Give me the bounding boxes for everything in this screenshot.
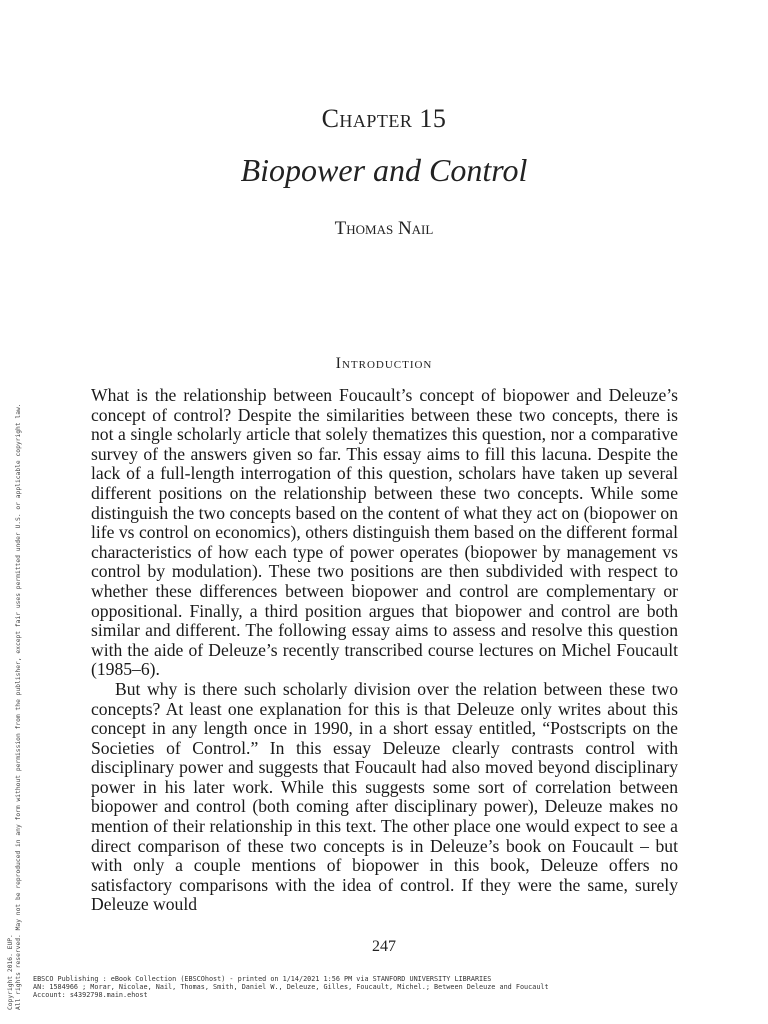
side-copyright-notice bbox=[7, 342, 23, 1010]
footer-line: EBSCO Publishing : eBook Collection (EBSCOhost) - printed on 1/14/2021 1:56 PM via STANFORD UNIVERSITY LIBRARIES bbox=[33, 975, 492, 983]
paragraph: But why is there such scholarly division over the relation between these two concepts? At least one explanation for this is that Deleuze only writes about this concept in any length once in 1990, in a short essay entitled, “Postscripts on the Societies of Control.” In this essay Deleuze clearly contrasts control with disciplinary power and suggests that Foucault had also moved beyond disciplinary power in his later work. While this suggests some sort of correlation between biopower and control (both coming after disciplinary power), Deleuze makes no mention of their relationship in this text. The other place one would expect to see a direct comparison of these two concepts is in Deleuze’s book on Foucault – but with only a couple mentions of biopower in this book, Deleuze offers no satisfactory comparisons with the idea of control. If they were the same, surely Deleuze would bbox=[91, 678, 678, 915]
print-footer bbox=[33, 975, 549, 999]
chapter-title: Biopower and Control bbox=[240, 152, 528, 188]
copyright-line: Copyright 2016. EUP. bbox=[7, 934, 14, 1010]
footer-line: Account: s4392798.main.ehost bbox=[33, 991, 148, 999]
page-number: 247 bbox=[372, 938, 396, 955]
paragraph: What is the relationship between Foucault’s concept of biopower and Deleuze’s concept of control? Despite the similarities between these two concepts, there is not a single scholarly article that solely thematizes this question, nor a comparative survey of the answers given so far. This essay aims to fill this lacuna. Despite the lack of a full-length interrogation of this question, scholars have taken up several different positions on the relationship between these two concepts. While some distinguish the two concepts based on the content of what they act on (biopower on life vs control on economics), others distinguish them based on the different formal characteristics of how each type of power operates (biopower by management vs control by modulation). These two positions are then subdivided with respect to whether these differences between biopower and control are complementary or oppositional. Finally, a third position argues that biopower and control are both similar and different. The following essay aims to assess and resolve this question with the aide of Deleuze’s recently transcribed course lectures on Michel Foucault (1985–6). bbox=[91, 385, 678, 680]
chapter-author: Thomas Nail bbox=[334, 218, 434, 239]
rights-line: All rights reserved. May not be reproduced in any form without permission from the publisher, except fair uses permitted under U.S. or applicable copyright law. bbox=[15, 403, 22, 1010]
section-heading: Introduction bbox=[335, 355, 433, 372]
chapter-number: Chapter 15 bbox=[321, 104, 447, 133]
footer-line: AN: 1584966 ; Morar, Nicolae, Nail, Thomas, Smith, Daniel W., Deleuze, Gilles, Foucault, Michel.; Between Deleuze and Foucault bbox=[33, 983, 549, 991]
body-text bbox=[91, 386, 678, 915]
